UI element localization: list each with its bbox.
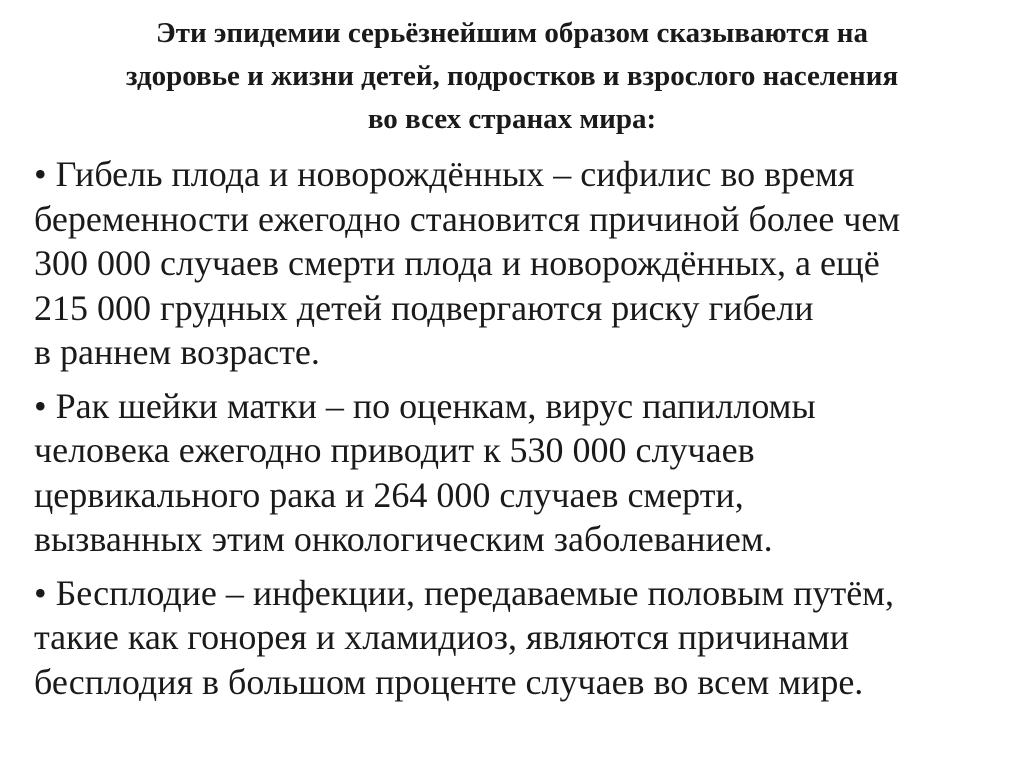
bullet-line xyxy=(34,384,1014,429)
bullet-line: бесплодия в большом проценте случаев во всем мире. xyxy=(34,661,864,702)
bullet-list xyxy=(34,152,1014,713)
title-line-2: здоровье и жизни детей, подростков и взрослого населения xyxy=(125,60,899,92)
bullet-line xyxy=(34,571,1014,616)
bullet-line: беременности ежегодно становится причиной более чем xyxy=(34,198,901,239)
bullet-line: человека ежегодно приводит к 530 000 случаев xyxy=(34,430,755,470)
title-line-3: во всех странах мира: xyxy=(367,103,657,135)
bullet-marker: • xyxy=(34,154,47,194)
bullet-fetal-death xyxy=(34,152,1014,375)
bullet-text: Бесплодие – инфекции, передаваемые половым путём, xyxy=(55,572,894,613)
bullet-line: в раннем возрасте. xyxy=(34,332,320,372)
bullet-text: Рак шейки матки – по оценкам, вирус папилломы xyxy=(55,385,816,426)
bullet-line: цервикального рака и 264 000 случаев смерти, xyxy=(34,474,744,515)
bullet-line: вызванных этим онкологическим заболеванием. xyxy=(34,519,773,559)
bullet-marker: • xyxy=(34,385,47,426)
slide-title xyxy=(20,12,1004,141)
bullet-text: Гибель плода и новорождённых – сифилис во время xyxy=(55,154,855,194)
bullet-line: 300 000 случаев смерти плода и новорождённых, а ещё xyxy=(34,243,880,283)
title-line-1: Эти эпидемии серьёзнейшим образом сказываются на xyxy=(156,17,868,49)
bullet-line xyxy=(34,152,1014,197)
bullet-infertility xyxy=(34,571,1014,705)
bullet-line: 215 000 грудных детей подвергаются риску гибели xyxy=(34,287,814,328)
bullet-cervical-cancer xyxy=(34,384,1014,562)
bullet-marker: • xyxy=(34,572,47,613)
bullet-line: такие как гонорея и хламидиоз, являются причинами xyxy=(34,617,849,657)
